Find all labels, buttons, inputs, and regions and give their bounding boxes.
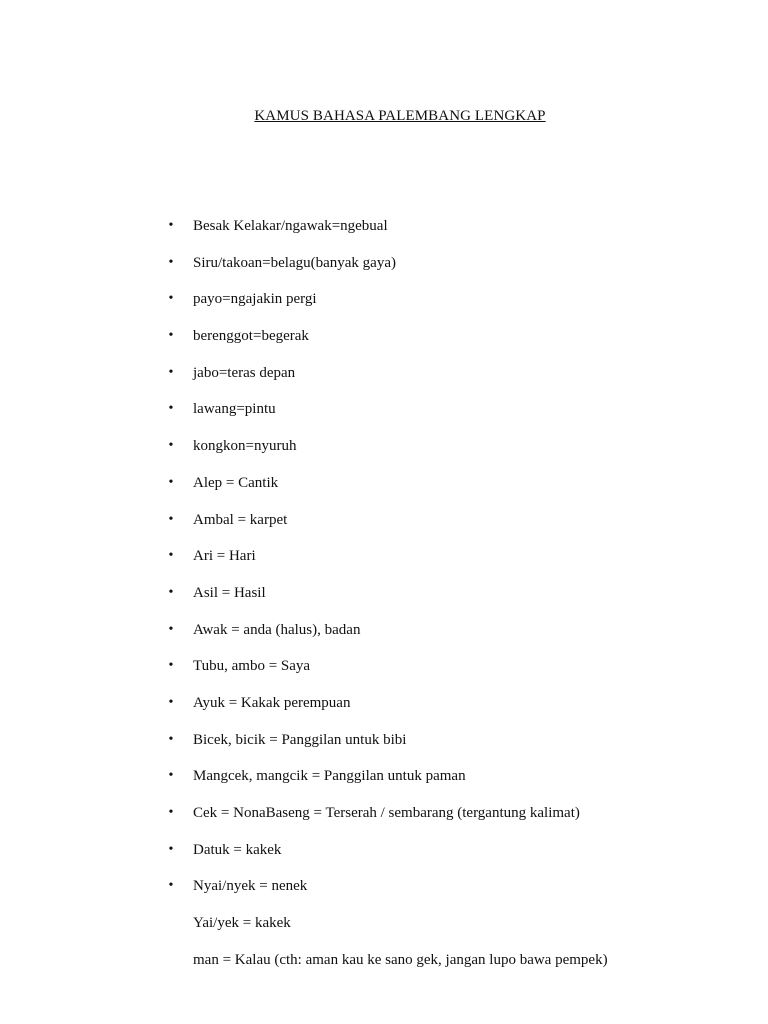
bullet-icon: • [168,584,174,600]
bullet-icon: • [168,841,174,857]
entry-text: Mangcek, mangcik = Panggilan untuk paman [193,768,466,785]
bullet-icon: • [168,328,174,344]
bullet-icon: • [168,401,174,417]
entry-text: Asil = Hasil [193,584,266,601]
document-title: KAMUS BAHASA PALEMBANG LENGKAP [254,108,546,124]
entry-text: Yai/yek = kakek [193,915,291,932]
bullet-icon: • [168,621,174,637]
bullet-icon: • [168,474,174,490]
bullet-icon: • [168,511,174,527]
entry-text: Besak Kelakar/ngawak=ngebual [193,218,388,234]
entry-text: payo=ngajakin pergi [193,291,317,308]
entry-text: kongkon=nyuruh [193,438,297,455]
entry-text: lawang=pintu [193,401,276,418]
bullet-icon: • [168,364,174,380]
entry-text: Cek = NonaBaseng = Terserah / sembarang (tergantung kalimat) [193,805,580,821]
bullet-icon: • [168,254,174,270]
entry-text: Tubu, ambo = Saya [193,658,311,675]
entry-text: Datuk = kakek [193,841,282,858]
entry-text: jabo=teras depan [193,364,296,381]
entry-text: berenggot=begerak [193,328,309,345]
entry-text: Siru/takoan=belagu(banyak gaya) [193,254,396,271]
bullet-icon: • [168,548,174,564]
entry-text: Ari = Hari [193,548,256,565]
entry-text: Bicek, bicik = Panggilan untuk bibi [193,731,407,748]
bullet-icon: • [168,805,174,820]
entry-text: Ayuk = Kakak perempuan [193,694,351,711]
entry-text: Nyai/nyek = nenek [193,878,308,895]
bullet-icon: • [168,731,174,747]
entry-text: Alep = Cantik [193,474,279,491]
bullet-icon: • [168,694,174,710]
bullet-icon: • [168,291,174,307]
bullet-icon: • [168,218,174,233]
bullet-icon: • [168,658,174,674]
bullet-icon: • [168,878,174,894]
entry-text: Awak = anda (halus), badan [193,621,361,638]
entry-text: man = Kalau (cth: aman kau ke sano gek, jangan lupo bawa pempek) [193,951,608,968]
bullet-icon: • [168,768,174,784]
bullet-icon: • [168,438,174,454]
entry-text: Ambal = karpet [193,511,288,528]
